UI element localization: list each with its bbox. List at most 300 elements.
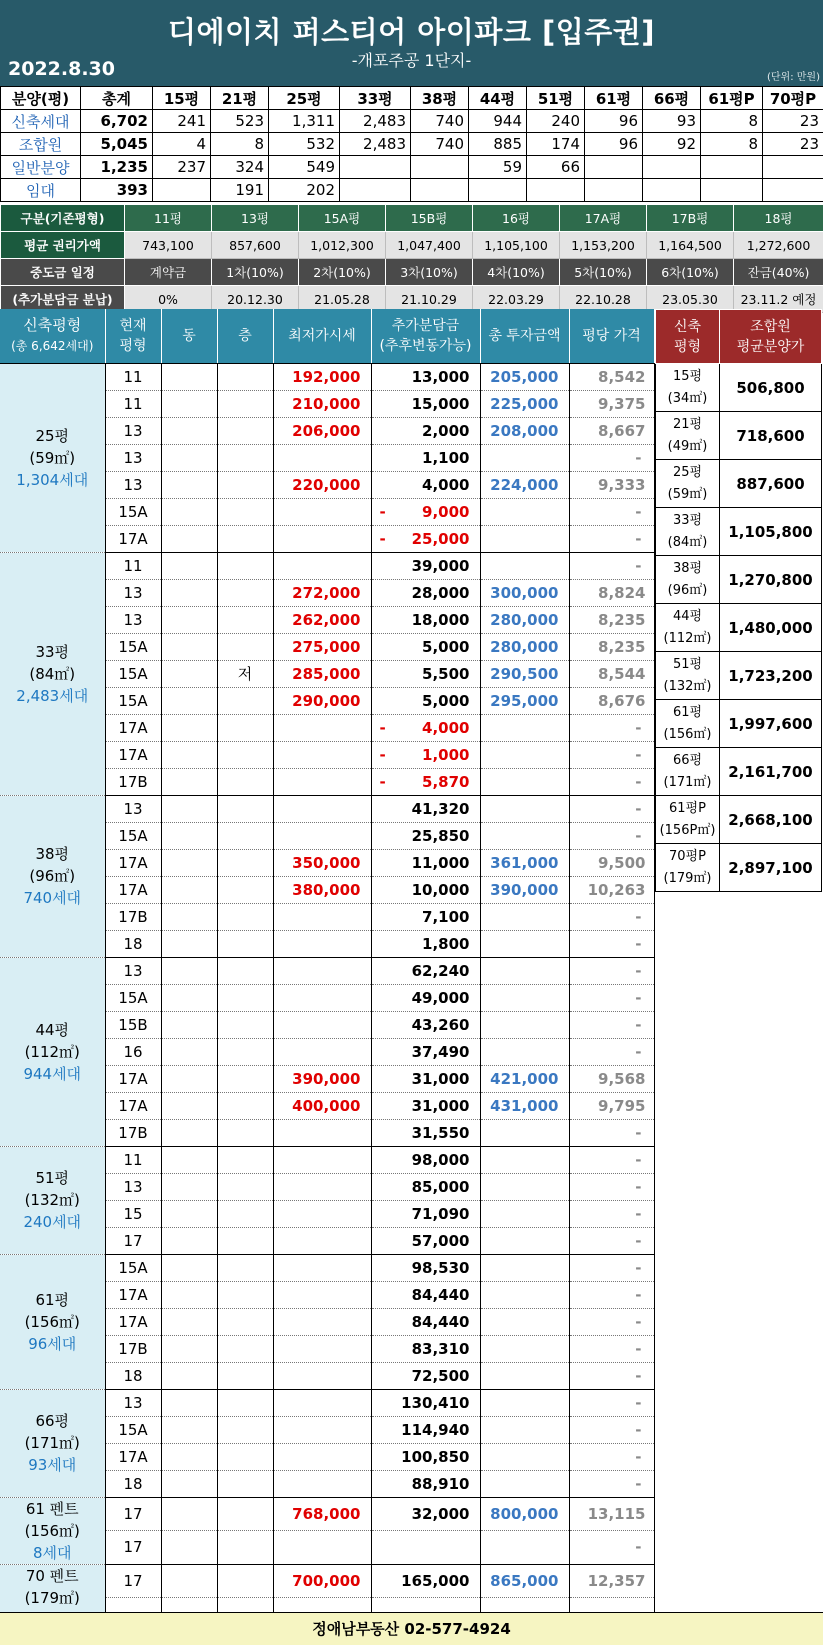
additional-charge-value: 31,000 [411,1069,470,1088]
additional-charge-cell [371,552,480,579]
total-investment-cell [480,1470,569,1497]
supply-cell: 241 [153,110,211,133]
total-investment-cell: 205,000 [480,363,569,390]
dong-cell [161,579,217,606]
header-current-size: 현재 평형 [105,309,161,363]
price-per-pyeong-cell: - [569,957,654,984]
current-size-cell: 17A [105,876,161,903]
floor-cell [217,903,273,930]
additional-charge-value: 114,940 [401,1420,470,1439]
total-investment-cell: 431,000 [480,1092,569,1119]
dong-cell [161,1497,217,1531]
supply-cell [643,156,701,179]
group-area: (59㎡) [29,448,76,467]
current-size-cell: 11 [105,1146,161,1173]
price-per-pyeong-cell: - [569,1011,654,1038]
member-price-row [656,604,822,652]
member-size: 15평 [672,368,703,384]
group-area: (84㎡) [29,664,76,683]
total-investment-cell [480,1335,569,1362]
rights-cell: 1,105,100 [473,232,560,259]
supply-header-cell: 66평 [643,87,701,110]
price-per-pyeong-cell: - [569,1146,654,1173]
price-per-pyeong-cell: - [569,1335,654,1362]
floor-cell [217,687,273,714]
additional-charge-value: 57,000 [411,1231,470,1250]
additional-charge-cell [371,1200,480,1227]
dong-cell [161,1065,217,1092]
lowest-price-cell [273,1173,371,1200]
dong-cell [161,498,217,525]
additional-charge-value: 98,530 [411,1258,470,1277]
rights-cell: 잔금(40%) [734,259,823,286]
floor-cell [217,1335,273,1362]
supply-cell [701,179,763,202]
member-size: 70평P [669,848,706,864]
additional-charge-value: 100,850 [401,1447,470,1466]
additional-charge-cell [371,795,480,822]
current-size-cell: 17A [105,525,161,552]
additional-charge-cell [371,444,480,471]
current-size-cell: 15A [105,660,161,687]
floor-cell [217,1119,273,1146]
lowest-price-cell [273,1389,371,1416]
additional-charge-cell [371,471,480,498]
current-size-cell: 17B [105,1335,161,1362]
rights-cell: 21.05.28 [299,286,386,313]
total-investment-cell [480,1173,569,1200]
member-price-cell: 1,997,600 [720,700,822,748]
total-investment-cell [480,1389,569,1416]
supply-cell: 6,702 [81,110,153,133]
supply-header-cell: 15평 [153,87,211,110]
additional-charge-cell [371,1564,480,1598]
floor-cell [217,822,273,849]
total-investment-cell [480,1308,569,1335]
member-size-cell [656,364,720,412]
supply-cell [585,156,643,179]
supply-cell: 174 [527,133,585,156]
additional-charge-value: 1,100 [422,448,470,467]
additional-charge-cell [371,390,480,417]
supply-cell [340,156,411,179]
price-per-pyeong-cell: - [569,903,654,930]
supply-cell [153,179,211,202]
member-price-cell: 2,897,100 [720,844,822,892]
additional-charge-cell [371,417,480,444]
price-per-pyeong-cell: - [569,795,654,822]
current-size-cell: 15A [105,1416,161,1443]
member-size-cell [656,796,720,844]
current-size-cell: 11 [105,552,161,579]
supply-cell: 191 [211,179,269,202]
supply-header-cell: 61평P [701,87,763,110]
rights-cell: 6차(10%) [647,259,734,286]
rights-cell: 1,272,600 [734,232,823,259]
supply-header-cell: 70평P [763,87,823,110]
rights-table [0,204,823,313]
additional-charge-value: 32,000 [411,1504,470,1523]
lowest-price-cell [273,1254,371,1281]
minus-sign: - [379,772,386,791]
dong-cell [161,795,217,822]
additional-charge-value: 71,090 [411,1204,470,1223]
dong-cell [161,1092,217,1119]
floor-cell [217,1200,273,1227]
dong-cell [161,1362,217,1389]
rights-cell: 2차(10%) [299,259,386,286]
additional-charge-cell [371,660,480,687]
supply-cell: 8 [211,133,269,156]
current-size-cell: 16 [105,1038,161,1065]
price-per-pyeong-cell: 9,333 [569,471,654,498]
lowest-price-cell [273,930,371,957]
additional-charge-cell [371,1443,480,1470]
supply-cell: 532 [269,133,340,156]
total-investment-cell: 421,000 [480,1065,569,1092]
total-investment-cell [480,1227,569,1254]
price-per-pyeong-cell: 8,235 [569,606,654,633]
supply-cell: 66 [527,156,585,179]
lowest-price-cell: 390,000 [273,1065,371,1092]
supply-header-cell: 21평 [211,87,269,110]
floor-cell [217,471,273,498]
lowest-price-cell: 206,000 [273,417,371,444]
floor-cell [217,930,273,957]
member-size-cell [656,508,720,556]
additional-charge-cell [371,1173,480,1200]
additional-charge-cell [371,633,480,660]
additional-charge-cell [371,687,480,714]
price-per-pyeong-cell: - [569,822,654,849]
supply-header-cell: 분양(평) [1,87,81,110]
member-area: (112㎡) [663,630,712,646]
lowest-price-cell: 700,000 [273,1564,371,1598]
price-per-pyeong-cell: 8,235 [569,633,654,660]
current-size-cell: 18 [105,930,161,957]
total-investment-cell: 280,000 [480,633,569,660]
dong-cell [161,1531,217,1565]
additional-charge-value: 43,260 [411,1015,470,1034]
supply-cell [411,179,469,202]
member-size-cell [656,412,720,460]
rights-cell: 1,153,200 [560,232,647,259]
schedule-stage-row [1,259,823,286]
total-investment-cell [480,768,569,795]
additional-charge-value: 83,310 [411,1339,470,1358]
dong-cell [161,417,217,444]
rights-cell: 3차(10%) [386,259,473,286]
current-size-cell: 13 [105,795,161,822]
floor-cell [217,1443,273,1470]
total-investment-cell [480,930,569,957]
additional-charge-value: 2,000 [422,421,470,440]
additional-charge-value: 15,000 [411,394,470,413]
member-area: (34㎡) [667,390,708,406]
member-size: 25평 [672,464,703,480]
floor-cell [217,1254,273,1281]
listing-row [0,1564,654,1598]
lowest-price-cell: 272,000 [273,579,371,606]
additional-charge-cell [371,1389,480,1416]
additional-charge-cell [371,525,480,552]
supply-cell [469,179,527,202]
header-dong: 동 [161,309,217,363]
floor-cell [217,525,273,552]
floor-cell [217,444,273,471]
total-investment-cell: 300,000 [480,579,569,606]
price-per-pyeong-cell: 8,824 [569,579,654,606]
additional-charge-cell [371,1065,480,1092]
dong-cell [161,1308,217,1335]
supply-cell: 1,311 [269,110,340,133]
lowest-price-cell [273,1416,371,1443]
total-investment-cell [480,822,569,849]
additional-charge-cell [371,984,480,1011]
member-size: 33평 [672,512,703,528]
additional-charge-cell [371,579,480,606]
floor-cell [217,795,273,822]
dong-cell [161,1564,217,1598]
additional-charge-cell [371,1470,480,1497]
additional-charge-cell [371,1531,480,1565]
header-floor: 층 [217,309,273,363]
additional-charge-cell [371,1497,480,1531]
additional-charge-value: 1,800 [422,934,470,953]
total-investment-cell: 295,000 [480,687,569,714]
supply-cell: 1,235 [81,156,153,179]
group-size: 70 펜트 [25,1566,79,1585]
group-area: (179㎡) [24,1588,80,1607]
additional-charge-cell [371,1254,480,1281]
price-per-pyeong-cell: - [569,714,654,741]
rights-cell: 계약금 [125,259,212,286]
total-investment-cell: 865,000 [480,1564,569,1598]
minus-sign: - [379,502,386,521]
additional-charge-value: 18,000 [411,610,470,629]
dong-cell [161,1281,217,1308]
supply-header-row [1,87,823,110]
price-per-pyeong-cell: - [569,768,654,795]
lowest-price-cell [273,741,371,768]
member-price-header-row [656,310,822,364]
page-header [0,0,823,86]
current-size-cell: 17 [105,1564,161,1598]
size-group-label [0,363,105,552]
listing-row [0,363,654,390]
total-investment-cell [480,552,569,579]
member-price-row [656,652,822,700]
member-size: 61평 [672,704,703,720]
additional-charge-value: 9,000 [422,502,470,521]
member-area: (179㎡) [663,870,712,886]
floor-cell [217,1308,273,1335]
rights-cell: 1차(10%) [212,259,299,286]
floor-cell [217,417,273,444]
current-size-cell: 18 [105,1470,161,1497]
additional-charge-cell [371,1092,480,1119]
floor-cell [217,1011,273,1038]
member-size-cell [656,700,720,748]
current-size-cell: 15A [105,498,161,525]
floor-cell [217,741,273,768]
supply-header-cell: 33평 [340,87,411,110]
price-per-pyeong-cell: - [569,1531,654,1565]
lowest-price-cell: 192,000 [273,363,371,390]
floor-cell [217,390,273,417]
price-per-pyeong-cell: - [569,525,654,552]
lowest-price-cell [273,1308,371,1335]
size-group-label [0,1497,105,1564]
rights-cell: 15A평 [299,205,386,232]
total-investment-cell [480,1200,569,1227]
supply-cell: 324 [211,156,269,179]
price-per-pyeong-cell: - [569,1119,654,1146]
current-size-cell: 17 [105,1497,161,1531]
member-size-cell [656,556,720,604]
dong-cell [161,1443,217,1470]
price-per-pyeong-cell: - [569,552,654,579]
supply-cell: 59 [469,156,527,179]
floor-cell [217,1038,273,1065]
current-size-cell: 17A [105,1308,161,1335]
size-group-label [0,1146,105,1254]
supply-cell [585,179,643,202]
additional-charge-value: 72,500 [411,1366,470,1385]
listing-row [0,795,654,822]
current-size-cell: 13 [105,579,161,606]
dong-cell [161,930,217,957]
current-size-cell: 13 [105,417,161,444]
rights-value-row [1,232,823,259]
member-size-cell [656,844,720,892]
group-area: (156㎡) [24,1521,80,1540]
dong-cell [161,1200,217,1227]
total-investment-cell [480,903,569,930]
price-per-pyeong-cell: 8,676 [569,687,654,714]
supply-cell: 202 [269,179,340,202]
supply-row [1,179,823,202]
additional-charge-cell [371,1011,480,1038]
listing-row [0,1497,654,1531]
price-per-pyeong-cell: - [569,444,654,471]
additional-charge-cell [371,822,480,849]
dong-cell [161,984,217,1011]
additional-charge-cell [371,1335,480,1362]
member-size-cell [656,748,720,796]
supply-cell: 96 [585,133,643,156]
member-size: 66평 [672,752,703,768]
group-size: 38평 [35,845,70,863]
supply-cell: 2,483 [340,133,411,156]
dong-cell [161,849,217,876]
supply-cell: 23 [763,110,823,133]
rights-cell: 5차(10%) [560,259,647,286]
total-investment-cell [480,1119,569,1146]
dong-cell [161,633,217,660]
additional-charge-cell [371,903,480,930]
supply-cell: 23 [763,133,823,156]
supply-cell [763,179,823,202]
additional-charge-value: 25,000 [411,529,470,548]
member-area: (156P㎡) [659,822,716,838]
lowest-price-cell [273,552,371,579]
lowest-price-cell [273,903,371,930]
dong-cell [161,363,217,390]
rights-cell: 17B평 [647,205,734,232]
supply-cell [701,156,763,179]
current-size-cell: 17A [105,849,161,876]
current-size-cell: 15A [105,633,161,660]
size-group-label [0,552,105,795]
rights-cell: 1,164,500 [647,232,734,259]
member-price-row [656,364,822,412]
dong-cell [161,1011,217,1038]
supply-table [0,86,823,202]
lowest-price-cell [273,1038,371,1065]
price-per-pyeong-cell: - [569,1470,654,1497]
listing-row [0,1254,654,1281]
group-size: 25평 [35,426,70,445]
price-per-pyeong-cell: 13,115 [569,1497,654,1531]
rights-cell: 17A평 [560,205,647,232]
supply-row [1,110,823,133]
listing-row [0,1146,654,1173]
member-price-row [656,700,822,748]
floor-cell [217,1227,273,1254]
header-new-size: 신축 평형 [656,310,720,364]
additional-charge-value: 88,910 [411,1474,470,1493]
additional-charge-value: 5,000 [422,637,470,656]
price-per-pyeong-cell: - [569,1308,654,1335]
lowest-price-cell: 768,000 [273,1497,371,1531]
price-per-pyeong-cell: - [569,1389,654,1416]
current-size-cell: 17B [105,1119,161,1146]
lowest-price-cell [273,795,371,822]
additional-charge-value: 165,000 [401,1571,470,1590]
dong-cell [161,1038,217,1065]
supply-cell: 237 [153,156,211,179]
lowest-price-cell [273,1146,371,1173]
lowest-price-cell [273,984,371,1011]
total-investment-cell: 224,000 [480,471,569,498]
member-size: 21평 [672,416,703,432]
additional-charge-cell [371,1038,480,1065]
floor-cell: 저 [217,660,273,687]
total-investment-cell [480,1038,569,1065]
supply-row-label: 조합원 [1,133,81,156]
supply-cell [411,156,469,179]
dong-cell [161,606,217,633]
member-area: (84㎡) [667,534,708,550]
additional-charge-value: 7,100 [422,907,470,926]
group-size: 51평 [35,1169,70,1187]
supply-cell: 523 [211,110,269,133]
member-area: (132㎡) [663,678,712,694]
header-additional-charge: 추가분담금 (추후변동가능) [371,309,480,363]
floor-cell [217,957,273,984]
price-per-pyeong-cell: - [569,1200,654,1227]
total-investment-cell: 208,000 [480,417,569,444]
additional-charge-value: 5,870 [422,772,470,791]
total-investment-cell [480,1531,569,1565]
additional-charge-value: 84,440 [411,1285,470,1304]
additional-charge-value: 11,000 [411,853,470,872]
supply-cell: 92 [643,133,701,156]
price-per-pyeong-cell: 9,568 [569,1065,654,1092]
listing-header-row [0,309,654,363]
member-price-cell: 2,668,100 [720,796,822,844]
